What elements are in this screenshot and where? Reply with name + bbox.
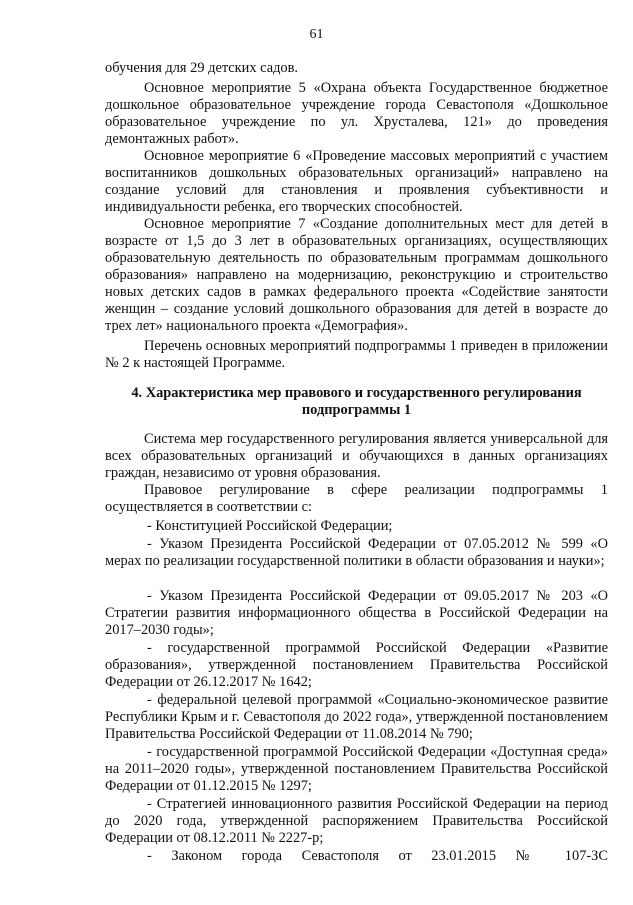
list-item-constitution: - Конституцией Российской Федерации; (147, 518, 393, 534)
paragraph-measure-6: Основное мероприятие 6 «Проведение массовых мероприятий с участием воспитанников дошкольных образовательных организаций» направлено на создание условий для становления и проявления субъективности и индивидуальности ребенка, его творческих способностей. (105, 148, 608, 215)
paragraph-regulation-system: Система мер государственного регулирования является универсальной для всех образовательных организаций и обучающихся в данных организациях граждан, независимо от уровня образования. (105, 431, 608, 481)
list-item-decree-599: - Указом Президента Российской Федерации от 07.05.2012 № 599 «О мерах по реализации государственной политики в области образования и науки»; (105, 536, 608, 569)
list-item-accessible-environment: - государственной программой Российской Федерации «Доступная среда» на 2011–2020 годы», утвержденной постановлением Правительства Российской Федерации от 01.12.2015 № 1297; (105, 744, 608, 794)
paragraph-measure-5: Основное мероприятие 5 «Охрана объекта Государственное бюджетное дошкольное образовательное учреждение города Севастополя «Дошкольное образовательное учреждение по ул. Хрусталева, 121» до проведения демонтажных работ». (105, 80, 608, 147)
list-item-decree-203: - Указом Президента Российской Федерации от 09.05.2017 № 203 «О Стратегии развития информационного общества в Российской Федерации на 2017–2030 годы»; (105, 588, 608, 638)
paragraph-measure-7: Основное мероприятие 7 «Создание дополнительных мест для детей в возрасте от 1,5 до 3 лет в образовательных организациях, осуществляющих образовательную деятельность по образовательным программам дошкольного образования» направлено на модернизацию, реконструкцию и строительство новых детских садов в рамках федерального проекта «Содействие занятости женщин – создание условий дошкольного образования для детей в возрасте до трех лет» национального проекта «Демография». (105, 216, 608, 334)
paragraph-continuation: обучения для 29 детских садов. (105, 60, 299, 76)
list-item-innovation-strategy: - Стратегией инновационного развития Российской Федерации на период до 2020 года, утвержденной распоряжением Правительства Российской Федерации от 08.12.2011 № 2227-р; (105, 796, 608, 846)
list-item-program-education: - государственной программой Российской Федерации «Развитие образования», утвержденной постановлением Правительства Российской Федерации от 26.12.2017 № 1642; (105, 640, 608, 690)
section-heading: 4. Характеристика мер правового и государственного регулирования подпрограммы 1 (131, 385, 582, 418)
list-item-federal-program: - федеральной целевой программой «Социально-экономическое развитие Республики Крым и г. Севастополя до 2022 года», утвержденной постановлением Правительства Российской Федерации от 11.08.2014 № 790; (105, 692, 608, 742)
page-number: 61 (309, 27, 324, 42)
list-item-sevastopol-law: - Законом города Севастополя от 23.01.2015 № 107-ЗС (147, 848, 608, 864)
paragraph-legal-basis: Правовое регулирование в сфере реализации подпрограммы 1 осуществляется в соответствии с: (105, 482, 608, 515)
paragraph-measures-list-ref: Перечень основных мероприятий подпрограммы 1 приведен в приложении № 2 к настоящей Программе. (105, 338, 608, 371)
